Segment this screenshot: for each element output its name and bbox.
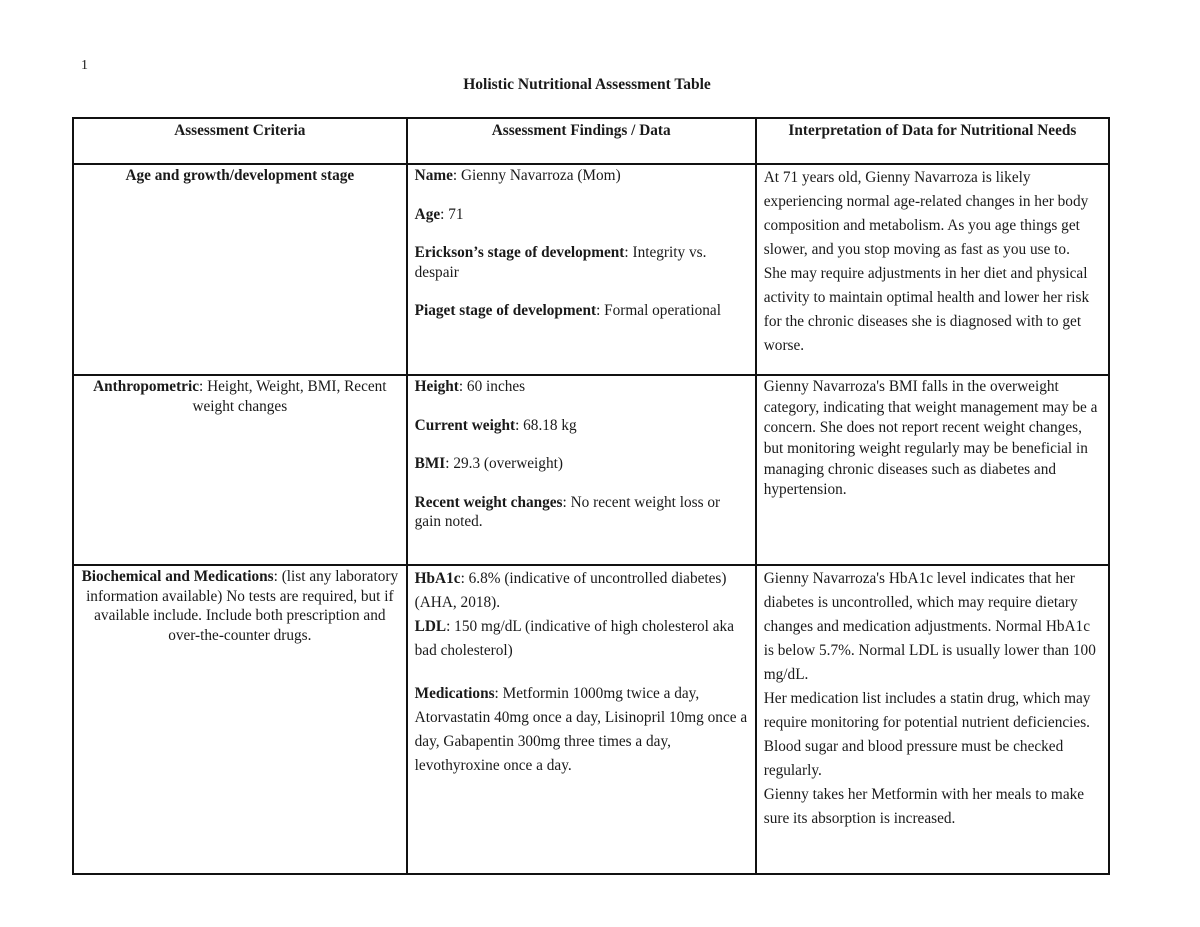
- finding-label: LDL: [414, 618, 447, 636]
- criteria-detail: : Height, Weight, BMI, Recent weight changes: [192, 378, 387, 415]
- interpretation-paragraph: Her medication list includes a statin drug, which may require monitoring for potential nutrient deficiencies.: [763, 690, 1091, 732]
- interpretation-paragraph: She may require adjustments in her diet and physical activity to maintain optimal health and lower her risk for the chronic diseases she is diagnosed with to get worse.: [763, 265, 1090, 355]
- finding-name: [415, 166, 748, 186]
- finding-value: : 150 mg/dL (indicative of high cholesterol aka bad cholesterol): [414, 618, 734, 660]
- finding-piaget-stage: [415, 301, 748, 321]
- header-assessment-findings: Assessment Findings / Data: [407, 118, 756, 164]
- finding-value: : Formal operational: [596, 302, 721, 320]
- header-interpretation: Interpretation of Data for Nutritional Needs: [756, 118, 1109, 164]
- interpretation-paragraph: Gienny Navarroza's BMI falls in the overweight category, indicating that weight management may be a concern. She does not report recent weight changes, but monitoring weight regularly may be beneficial in managing chronic diseases such as diabetes and hypertension.: [763, 378, 1098, 499]
- finding-label: Erickson’s stage of development: [414, 244, 625, 262]
- finding-height: [415, 377, 748, 397]
- finding-recent-weight-changes: [415, 493, 748, 532]
- finding-label: Medications: [414, 685, 495, 703]
- finding-value: : 60 inches: [458, 378, 526, 395]
- interpretation-paragraph: Blood sugar and blood pressure must be checked regularly.: [763, 738, 1064, 780]
- criteria-cell: [73, 565, 407, 874]
- finding-value: : No recent weight loss or gain noted.: [414, 493, 721, 531]
- document-title: Holistic Nutritional Assessment Table: [463, 76, 711, 93]
- finding-value: : 71: [440, 205, 464, 223]
- finding-label: Age: [414, 205, 441, 223]
- finding-value: : 68.18 kg: [515, 416, 577, 434]
- finding-medications: [415, 682, 748, 778]
- criteria-heading: Biochemical and Medications: [81, 568, 274, 585]
- finding-ldl: [415, 615, 748, 663]
- finding-label: Height: [414, 378, 459, 395]
- finding-value: : Metformin 1000mg twice a day, Atorvastatin 40mg once a day, Lisinopril 10mg once a day, Gabapentin 300mg three times a day, levothyroxine once a day.: [414, 685, 748, 775]
- finding-label: Current weight: [414, 416, 516, 434]
- finding-value: : Integrity vs. despair: [414, 244, 707, 281]
- finding-label: Name: [414, 167, 453, 184]
- criteria-cell: [73, 164, 407, 375]
- interpretation-cell: [756, 375, 1109, 565]
- findings-cell: [407, 565, 756, 874]
- interpretation-cell: [756, 565, 1109, 874]
- findings-cell: [407, 164, 756, 375]
- criteria-cell: [73, 375, 407, 565]
- finding-label: Piaget stage of development: [414, 302, 597, 320]
- header-assessment-criteria: Assessment Criteria: [73, 118, 407, 164]
- page-number: 1: [81, 58, 88, 73]
- criteria-heading: Anthropometric: [93, 378, 200, 395]
- finding-label: BMI: [414, 455, 446, 473]
- table-row: [73, 164, 1109, 375]
- finding-erickson-stage: [415, 243, 748, 282]
- interpretation-paragraph: At 71 years old, Gienny Navarroza is likely experiencing normal age-related changes in her body composition and metabolism. As you age things get slower, and you stop moving as fast as you use to.: [763, 169, 1089, 259]
- criteria-detail: : (list any laboratory information available) No tests are required, but if available include. Include both prescription and over-the-counter drugs.: [86, 568, 399, 644]
- table-row: [73, 565, 1109, 874]
- interpretation-cell: [756, 164, 1109, 375]
- finding-bmi: [415, 454, 748, 474]
- finding-value: : Gienny Navarroza (Mom): [452, 167, 621, 184]
- finding-label: Recent weight changes: [414, 493, 563, 511]
- finding-age: [415, 205, 748, 225]
- table-header-row: [73, 118, 1109, 164]
- interpretation-paragraph: Gienny Navarroza's HbA1c level indicates that her diabetes is uncontrolled, which may require dietary changes and medication adjustments. Normal HbA1c is below 5.7%. Normal LDL is usually lower than 100 mg/dL.: [763, 570, 1096, 684]
- findings-cell: [407, 375, 756, 565]
- finding-value: : 6.8% (indicative of uncontrolled diabetes) (AHA, 2018).: [414, 570, 727, 612]
- finding-label: HbA1c: [414, 570, 461, 587]
- table-row: [73, 375, 1109, 565]
- assessment-table: [72, 117, 1110, 875]
- interpretation-paragraph: Gienny takes her Metformin with her meals to make sure its absorption is increased.: [763, 786, 1085, 828]
- finding-current-weight: [415, 416, 748, 436]
- finding-value: : 29.3 (overweight): [445, 455, 563, 473]
- finding-hba1c: [415, 567, 748, 615]
- criteria-heading: Age and growth/development stage: [125, 167, 355, 184]
